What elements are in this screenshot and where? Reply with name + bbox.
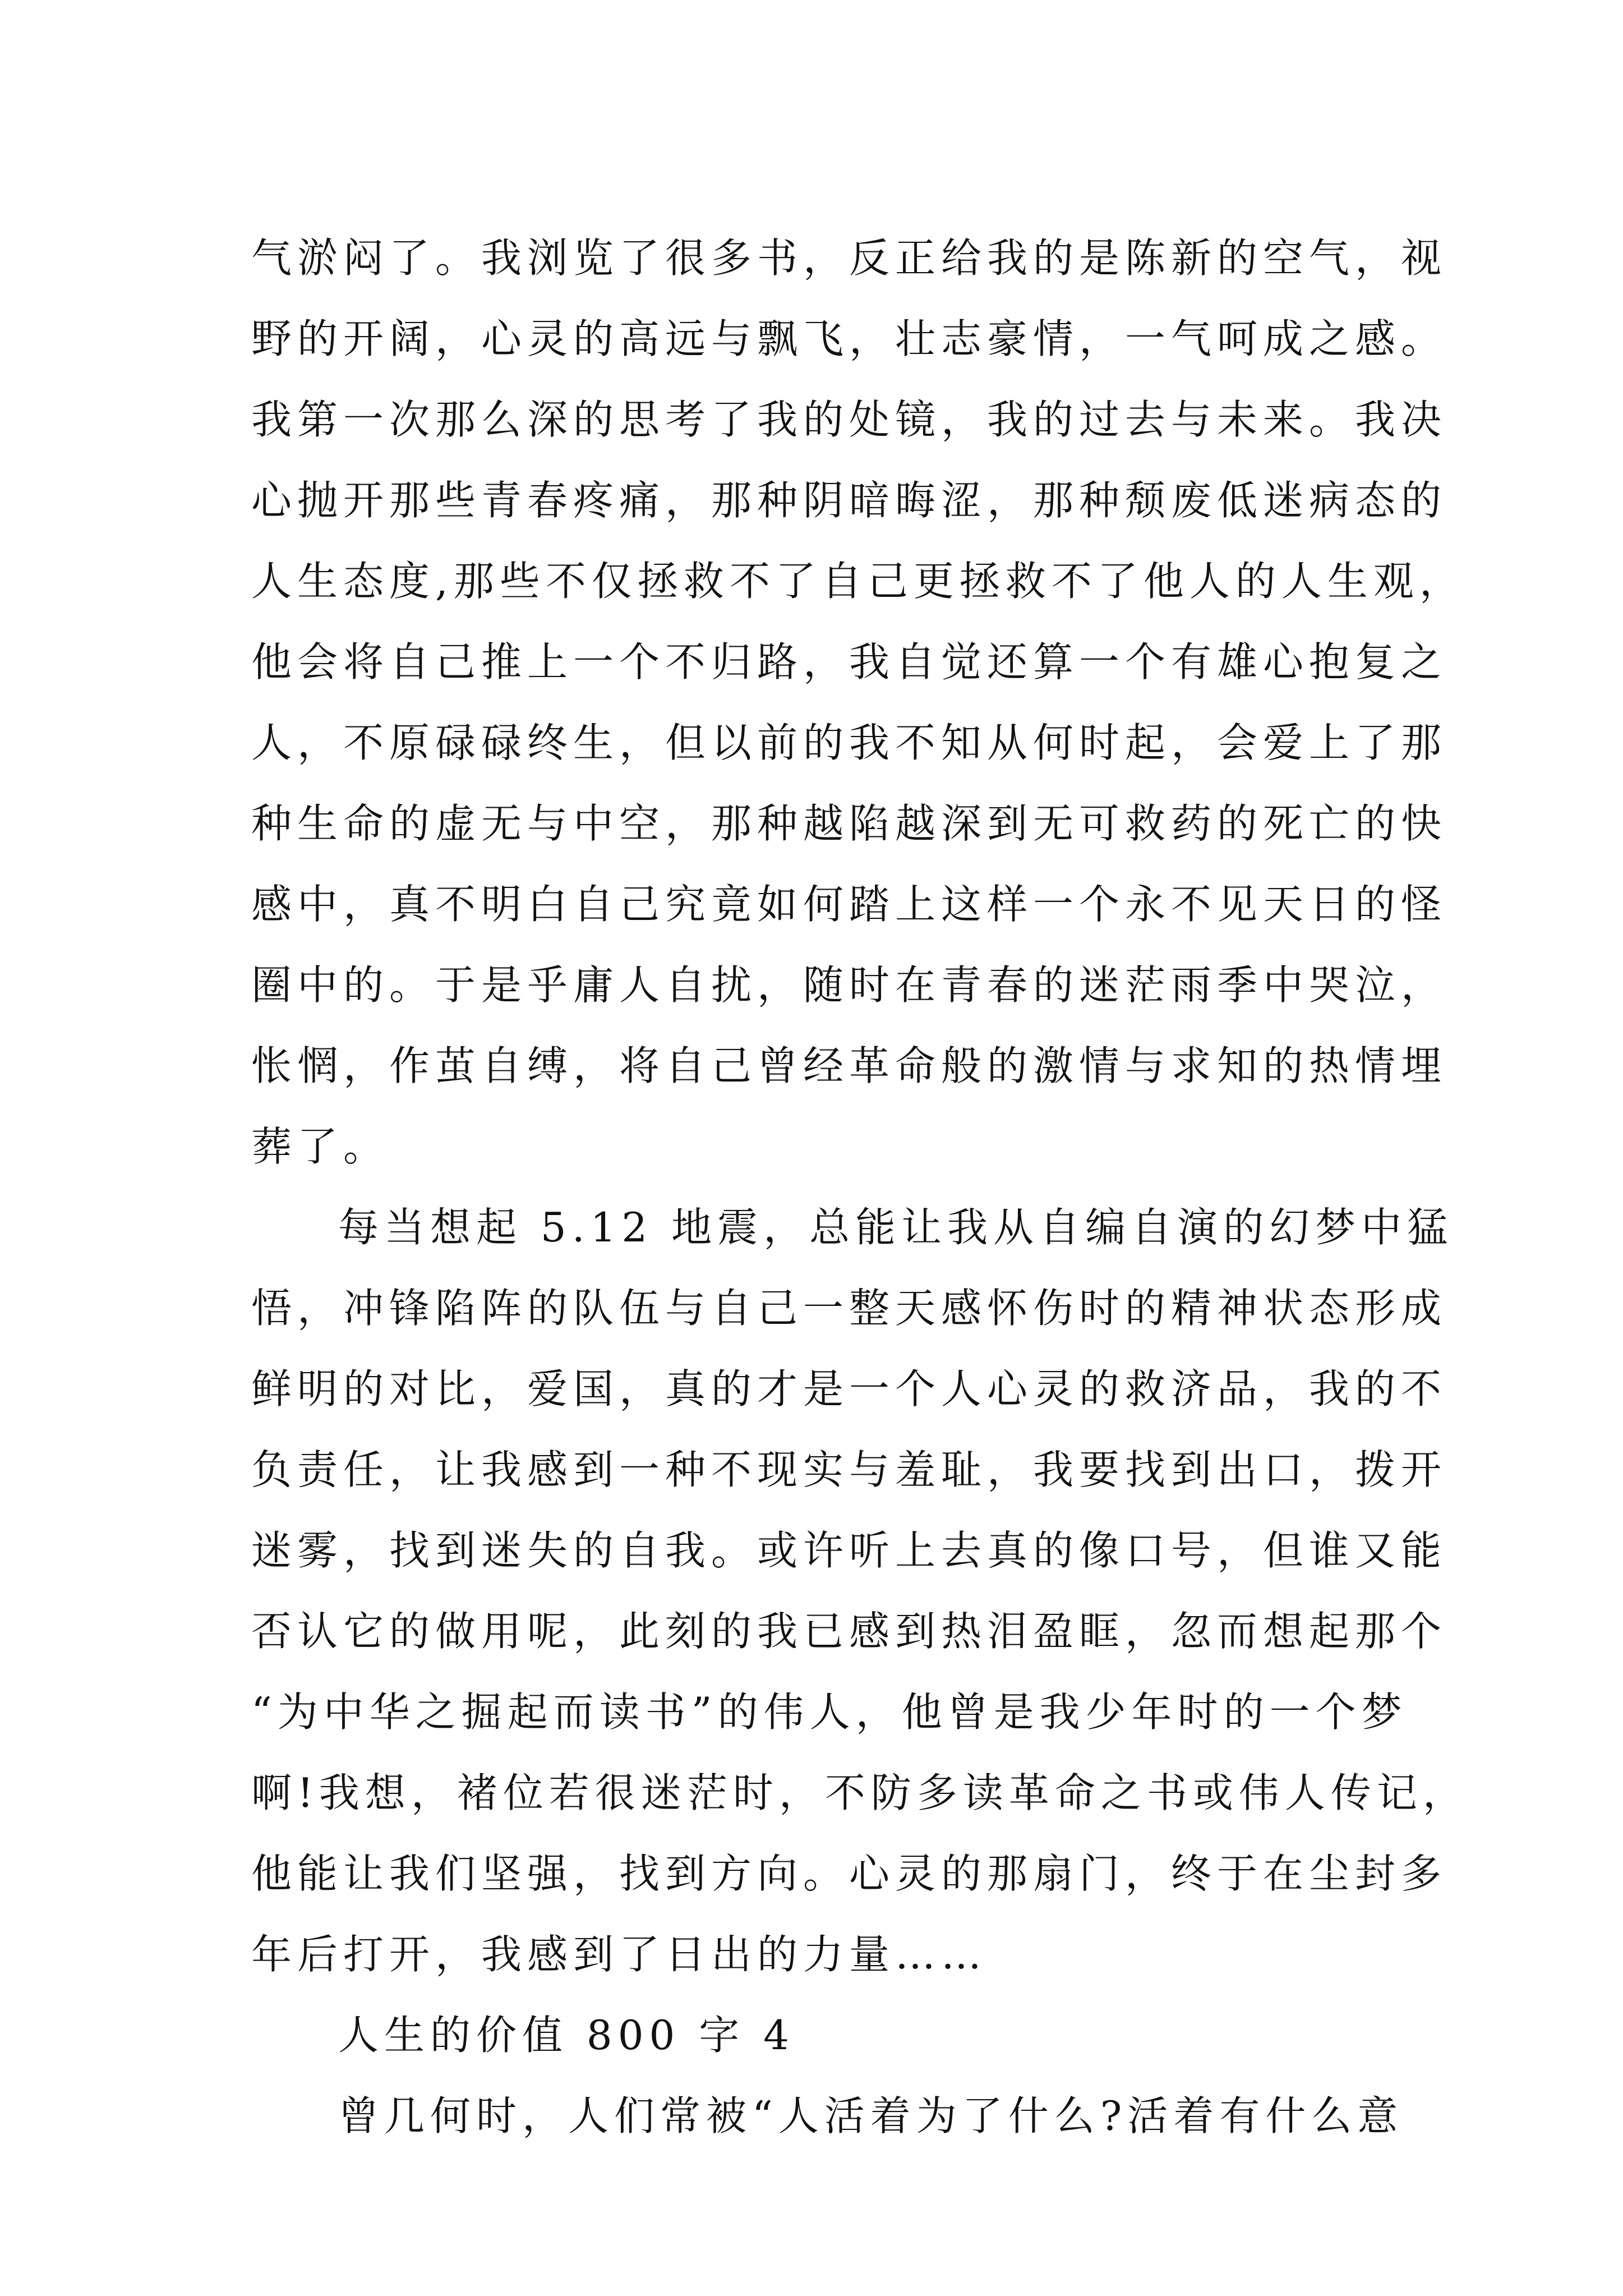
- text-line: 迷雾，找到迷失的自我。或许听上去真的像口号，但谁又能: [251, 1527, 1447, 1574]
- text-line: 年后打开，我感到了日出的力量……: [251, 1931, 988, 1978]
- section-heading: 人生的价值 800 字 4: [338, 2012, 795, 2059]
- text-line: 葬了。: [251, 1123, 390, 1170]
- paragraph-2: [251, 1187, 1469, 1995]
- text-line: 鲜明的对比，爱国，真的才是一个人心灵的救济品，我的不: [251, 1365, 1447, 1412]
- text-line: 我第一次那么深的思考了我的处镜，我的过去与未来。我决: [251, 396, 1447, 443]
- text-line: 人，不原碌碌终生，但以前的我不知从何时起，会爱上了那: [251, 719, 1447, 766]
- text-line: 每当想起 5.12 地震，总能让我从自编自演的幻梦中猛: [338, 1204, 1454, 1251]
- text-line: 气淤闷了。我浏览了很多书，反正给我的是陈新的空气，视: [251, 234, 1447, 282]
- text-line: 否认它的做用呢，此刻的我已感到热泪盈眶，忽而想起那个: [251, 1608, 1447, 1655]
- text-line: 他能让我们坚强，找到方向。心灵的那扇门，终于在尘封多: [251, 1850, 1447, 1897]
- text-line: 人生态度,那些不仅拯救不了自己更拯救不了他人的人生观，: [251, 558, 1465, 605]
- paragraph-3-first-line: 曾几何时，人们常被“人活着为了什么?活着有什么意: [338, 2092, 1404, 2139]
- text-line: 悟，冲锋陷阵的队伍与自己一整天感怀伤时的精神状态形成: [251, 1285, 1447, 1332]
- paragraph-1: [251, 218, 1465, 1187]
- text-line: 圈中的。于是乎庸人自扰，随时在青春的迷茫雨季中哭泣，: [251, 961, 1447, 1009]
- text-line: 心抛开那些青春疼痛，那种阴暗晦涩，那种颓废低迷病态的: [251, 477, 1447, 524]
- text-line: 怅惘，作茧自缚，将自己曾经革命般的激情与求知的热情埋: [251, 1042, 1447, 1089]
- text-line: 他会将自己推上一个不归路，我自觉还算一个有雄心抱复之: [251, 638, 1447, 685]
- text-line: 啊!我想，褚位若很迷茫时，不防多读革命之书或伟人传记，: [251, 1769, 1469, 1816]
- text-line: 野的开阔，心灵的高远与飘飞，壮志豪情，一气呵成之感。: [251, 315, 1447, 362]
- text-line: 种生命的虚无与中空，那种越陷越深到无可救药的死亡的快: [251, 800, 1447, 847]
- text-line: 感中，真不明白自己究竟如何踏上这样一个永不见天日的怪: [251, 881, 1447, 928]
- text-line: “为中华之掘起而读书”的伟人，他曾是我少年时的一个梦: [251, 1688, 1408, 1736]
- text-line: 负责任，让我感到一种不现实与羞耻，我要找到出口，拨开: [251, 1446, 1447, 1493]
- body-text: [251, 218, 1469, 2156]
